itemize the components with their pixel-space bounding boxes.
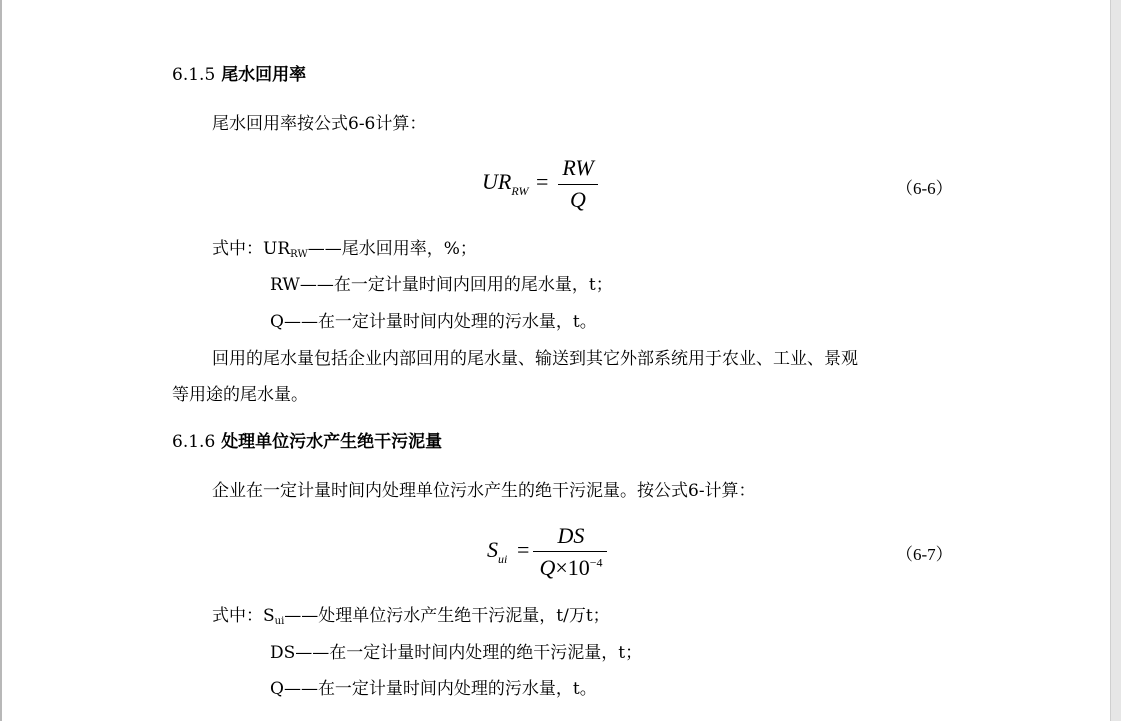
section-number: 6.1.6 [172,432,216,452]
formula-numerator: RW [562,155,594,180]
symbol-subscript: ui [274,616,285,627]
paragraph-line: 等用途的尾水量。 [172,385,308,405]
section-number: 6.1.5 [172,65,216,85]
power-exponent: −4 [589,555,603,570]
symbol: S [263,606,275,626]
where-item [270,642,642,664]
symbol-description: ——在一定计量时间内处理的绝干污泥量，t； [295,643,643,663]
symbol-subscript: RW [290,249,308,260]
where-item [270,274,613,296]
symbol: UR [263,239,291,259]
section-heading-6-1-6 [172,431,442,453]
formula-lhs-sub: ui [498,552,508,566]
formula-6-6 [482,155,612,217]
section-title: 处理单位污水产生绝干污泥量 [221,432,443,452]
formula-lhs [482,169,528,199]
formula-denominator: Q [570,187,586,212]
symbol: Q [270,679,284,699]
symbol-description: ——在一定计量时间内处理的污水量，t。 [283,312,597,332]
symbol: RW [270,275,300,295]
section-heading-6-1-5 [172,64,306,86]
symbol: Q [270,312,284,332]
where-item [270,311,597,333]
equals-sign: = [536,169,549,194]
times-sign: × [555,555,568,580]
equals-sign: = [517,537,530,562]
where-prefix: 式中： [212,239,263,259]
where-prefix: 式中： [212,606,263,626]
where-item [270,678,597,700]
symbol: DS [270,643,296,663]
formula-intro: 尾水回用率按公式6-6计算： [212,114,427,134]
symbol-description: ——在一定计量时间内回用的尾水量，t； [299,275,613,295]
formula-intro: 企业在一定计量时间内处理单位污水产生的绝干污泥量。按公式6-计算： [212,481,756,501]
where-item [212,605,610,633]
symbol-description: ——尾水回用率，%； [307,239,477,259]
equation-number: （6-6） [896,179,953,198]
formula-lhs [487,537,507,567]
formula-lhs-sub: RW [511,184,529,198]
denominator-q: Q [539,555,556,580]
formula-lhs-main: S [487,537,498,562]
page-left-edge [0,0,2,721]
equation-number: （6-7） [896,545,953,564]
formula-lhs-main: UR [482,169,512,194]
formula-6-7 [487,523,617,585]
vertical-scrollbar[interactable] [1110,0,1121,721]
fraction-bar [533,551,607,552]
where-item [212,238,477,266]
power-base: 10 [567,555,590,580]
formula-denominator [533,555,609,581]
formula-numerator: DS [557,523,585,548]
fraction-bar [558,184,598,185]
paragraph-line: 回用的尾水量包括企业内部回用的尾水量、输送到其它外部系统用于农业、工业、景观 [212,349,858,369]
symbol-description: ——在一定计量时间内处理的污水量，t。 [283,679,597,699]
symbol-description: ——处理单位污水产生绝干污泥量，t/万t； [284,606,610,626]
section-title: 尾水回用率 [221,65,307,85]
